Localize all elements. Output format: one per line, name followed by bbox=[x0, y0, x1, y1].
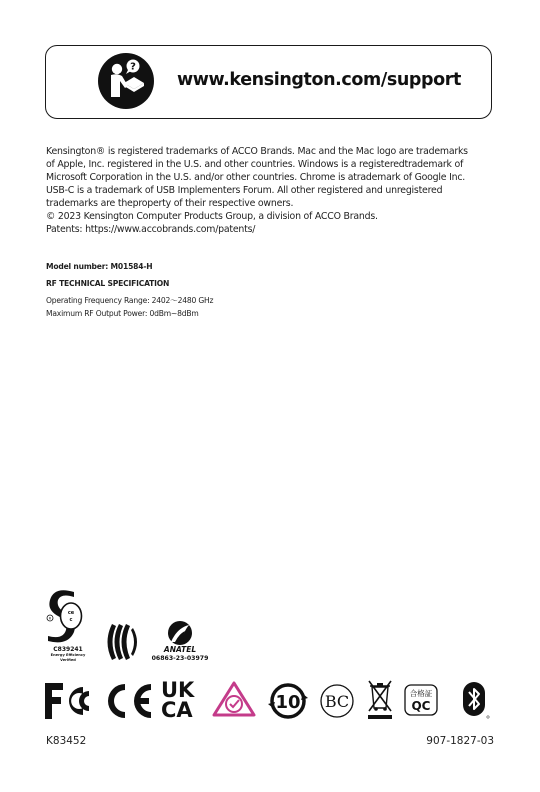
rohs-10-icon bbox=[268, 682, 308, 720]
svg-text:ce: ce bbox=[67, 610, 75, 616]
model-number: Model number: M01584-H bbox=[46, 262, 153, 271]
rf-frequency: Operating Frequency Range: 2402～2480 GHz bbox=[46, 296, 214, 305]
nom-icon bbox=[101, 620, 141, 664]
anatel-number: 06863-23-03979 bbox=[151, 655, 209, 662]
legal-line-patents[interactable]: Patents: https://www.accobrands.com/patents/ bbox=[46, 223, 256, 235]
svg-text:c: c bbox=[69, 617, 73, 623]
legal-line: USB-C is a trademark of USB Implementers Forum. All other registered and unregistered bbox=[46, 184, 443, 196]
read-manual-icon bbox=[98, 53, 154, 109]
ukca-icon bbox=[161, 680, 199, 720]
anatel-icon bbox=[163, 620, 197, 646]
ce-icon bbox=[106, 683, 154, 719]
svg-text:R: R bbox=[48, 616, 52, 621]
rcm-icon bbox=[212, 681, 256, 719]
cec-line-2: Verified bbox=[60, 658, 76, 662]
ukca-bottom-text: CA bbox=[161, 698, 193, 720]
legal-line: of Apple, Inc. registered in the U.S. and other countries. Windows is a registeredtrademark of bbox=[46, 158, 464, 170]
rf-spec-heading: RF TECHNICAL SPECIFICATION bbox=[46, 279, 170, 288]
part-number: K83452 bbox=[46, 735, 87, 747]
bc-icon bbox=[319, 684, 355, 718]
weee-bin-icon bbox=[366, 678, 394, 720]
qc-top-text: 合格証 bbox=[409, 689, 433, 698]
svg-text:10: 10 bbox=[275, 692, 301, 713]
fcc-icon bbox=[45, 683, 97, 719]
anatel-name: ANATEL bbox=[163, 645, 197, 654]
legal-line: trademarks are theproperty of their respective owners. bbox=[46, 197, 294, 209]
cec-id: C839241 bbox=[53, 646, 83, 653]
svg-text:?: ? bbox=[130, 61, 136, 73]
support-url[interactable]: www.kensington.com/support bbox=[177, 70, 461, 90]
cec-icon bbox=[44, 588, 88, 644]
bc-text: BC bbox=[324, 692, 350, 711]
legal-line: Kensington® is registered trademarks of ACCO Brands. Mac and the Mac logo are trademarks bbox=[46, 146, 468, 157]
legal-line: © 2023 Kensington Computer Products Group, a division of ACCO Brands. bbox=[46, 210, 378, 222]
cec-line-1: Energy Efficiency bbox=[50, 653, 86, 657]
ukca-top-text: UK bbox=[161, 680, 195, 702]
legal-notice bbox=[46, 146, 496, 237]
document-number: 907-1827-03 bbox=[426, 735, 494, 747]
rf-output-power: Maximum RF Output Power: 0dBm~8dBm bbox=[46, 309, 199, 318]
legal-line: Microsoft Corporation in the U.S. and/or other countries. Chrome is atrademark of Google Inc. bbox=[46, 171, 466, 183]
bluetooth-icon bbox=[460, 681, 492, 721]
qc-icon bbox=[404, 684, 438, 716]
support-box bbox=[45, 45, 492, 119]
qc-bottom-text: QC bbox=[411, 699, 431, 713]
